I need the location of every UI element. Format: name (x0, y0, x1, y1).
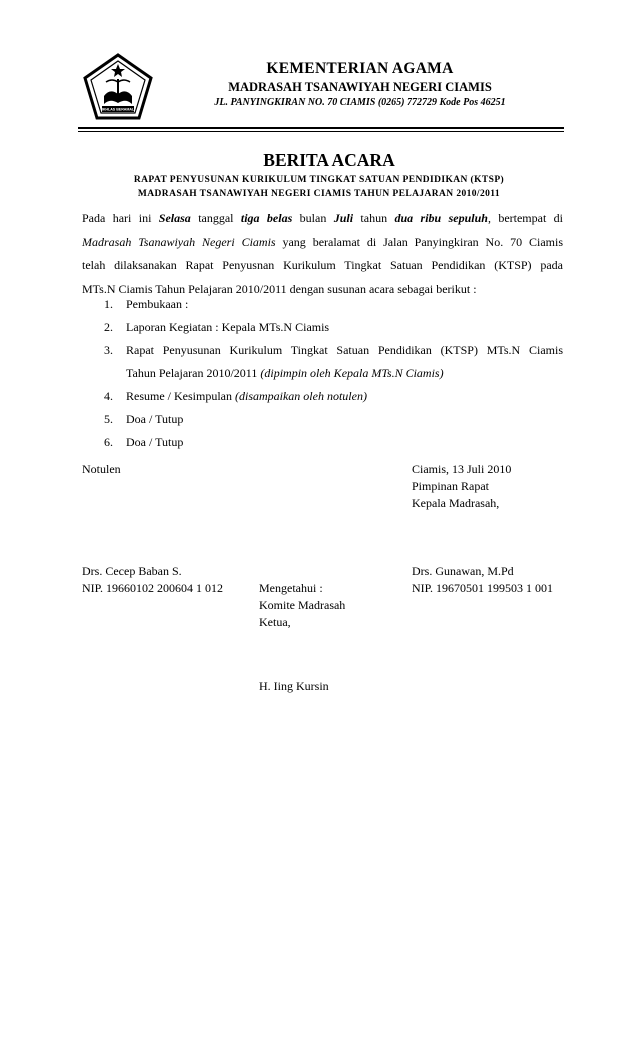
agenda-item (82, 339, 563, 385)
paragraph-line-4: MTs.N Ciamis Tahun Pelajaran 2010/2011 dengan susunan acara sebagai berikut : (82, 281, 477, 296)
agenda-text: Resume / Kesimpulan (126, 389, 235, 403)
school-name: MADRASAH TSANAWIYAH NEGERI CIAMIS (228, 80, 492, 94)
agenda-item (82, 293, 563, 316)
agenda-item (82, 316, 563, 339)
document-title: BERITA ACARA (263, 150, 395, 170)
agenda-text: Laporan Kegiatan : Kepala MTs.N Ciamis (126, 320, 330, 334)
chair-name: Drs. Gunawan, M.Pd (412, 564, 514, 578)
agenda-number: 3. (104, 343, 113, 357)
meeting-month: Juli (333, 211, 354, 225)
agenda-number: 4. (104, 389, 113, 403)
agenda-text-continued: Tahun Pelajaran 2010/2011 (126, 366, 261, 380)
paragraph-line-2 (82, 231, 563, 255)
committee-name: H. Iing Kursin (259, 679, 329, 693)
agenda-item (82, 385, 563, 408)
agenda-text: Doa / Tutup (126, 435, 184, 449)
notulen-role: Notulen (82, 462, 121, 476)
text-run: , bertempat di (487, 211, 564, 225)
letterhead-rule-thick (78, 127, 564, 129)
agenda-number: 2. (104, 320, 113, 334)
chair-block (412, 461, 511, 512)
text-run: tahun (353, 211, 395, 225)
chair-signature (412, 563, 553, 597)
letterhead-rule-thin (78, 131, 564, 132)
agenda-number: 6. (104, 435, 113, 449)
agenda-number: 1. (104, 297, 113, 311)
acknowledged-label: Mengetahui : (259, 581, 323, 595)
text-run: bulan (292, 211, 334, 225)
agenda-text: Rapat Penyusunan Kurikulum Tingkat Satuan Pendidikan (KTSP) MTs.N Ciamis (126, 343, 563, 357)
agenda-item (82, 431, 563, 454)
text-run: tanggal (190, 211, 241, 225)
notulen-signature (82, 563, 223, 597)
chair-role: Pimpinan Rapat (412, 479, 489, 493)
place-date: Ciamis, 13 Juli 2010 (412, 462, 512, 476)
text-run: yang beralamat di Jalan Panyingkiran No. 70 Ciamis (275, 234, 563, 249)
meeting-date: tiga belas (240, 211, 293, 225)
agenda-note: (dipimpin oleh Kepala MTs.N Ciamis) (260, 366, 444, 380)
meeting-day: Selasa (158, 211, 191, 225)
committee-chair-role: Ketua, (259, 615, 291, 629)
agenda-item (82, 408, 563, 431)
agenda-note: (disampaikan oleh notulen) (234, 389, 367, 403)
notulen-block (82, 461, 121, 478)
committee-signature (259, 678, 329, 695)
document-subtitle-line2: MADRASAH TSANAWIYAH NEGERI CIAMIS TAHUN PELAJARAN 2010/2011 (137, 189, 501, 199)
committee-block (259, 580, 345, 631)
agenda-text: Pembukaan : (126, 297, 189, 311)
chair-nip: NIP. 19670501 199503 1 001 (412, 581, 554, 595)
agenda-list (82, 293, 563, 454)
meeting-year: dua ribu sepuluh (394, 211, 488, 225)
ministry-name: KEMENTERIAN AGAMA (266, 60, 454, 77)
text-run: Pada hari ini (82, 211, 159, 225)
agenda-text: Doa / Tutup (126, 412, 184, 426)
opening-paragraph (82, 207, 563, 301)
committee-role: Komite Madrasah (259, 598, 346, 612)
paragraph-line-3: telah dilaksanakan Rapat Penyusnan Kurikulum Tingkat Satuan Pendidikan (KTSP) pada (82, 258, 563, 272)
school-address: JL. PANYINGKIRAN NO. 70 CIAMIS (0265) 772729 Kode Pos 46251 (214, 97, 506, 108)
headmaster-role: Kepala Madrasah, (412, 496, 500, 510)
paragraph-line-1 (82, 207, 563, 231)
logo-motto: IKHLAS BERAMAL (101, 107, 135, 112)
document-subtitle-line1: RAPAT PENYUSUNAN KURIKULUM TINGKAT SATUAN PENDIDIKAN (KTSP) (133, 175, 505, 185)
notulen-nip: NIP. 19660102 200604 1 012 (82, 581, 224, 595)
meeting-place: Madrasah Tsanawiyah Negeri Ciamis (82, 234, 276, 249)
notulen-name: Drs. Cecep Baban S. (82, 564, 182, 578)
agenda-number: 5. (104, 412, 113, 426)
